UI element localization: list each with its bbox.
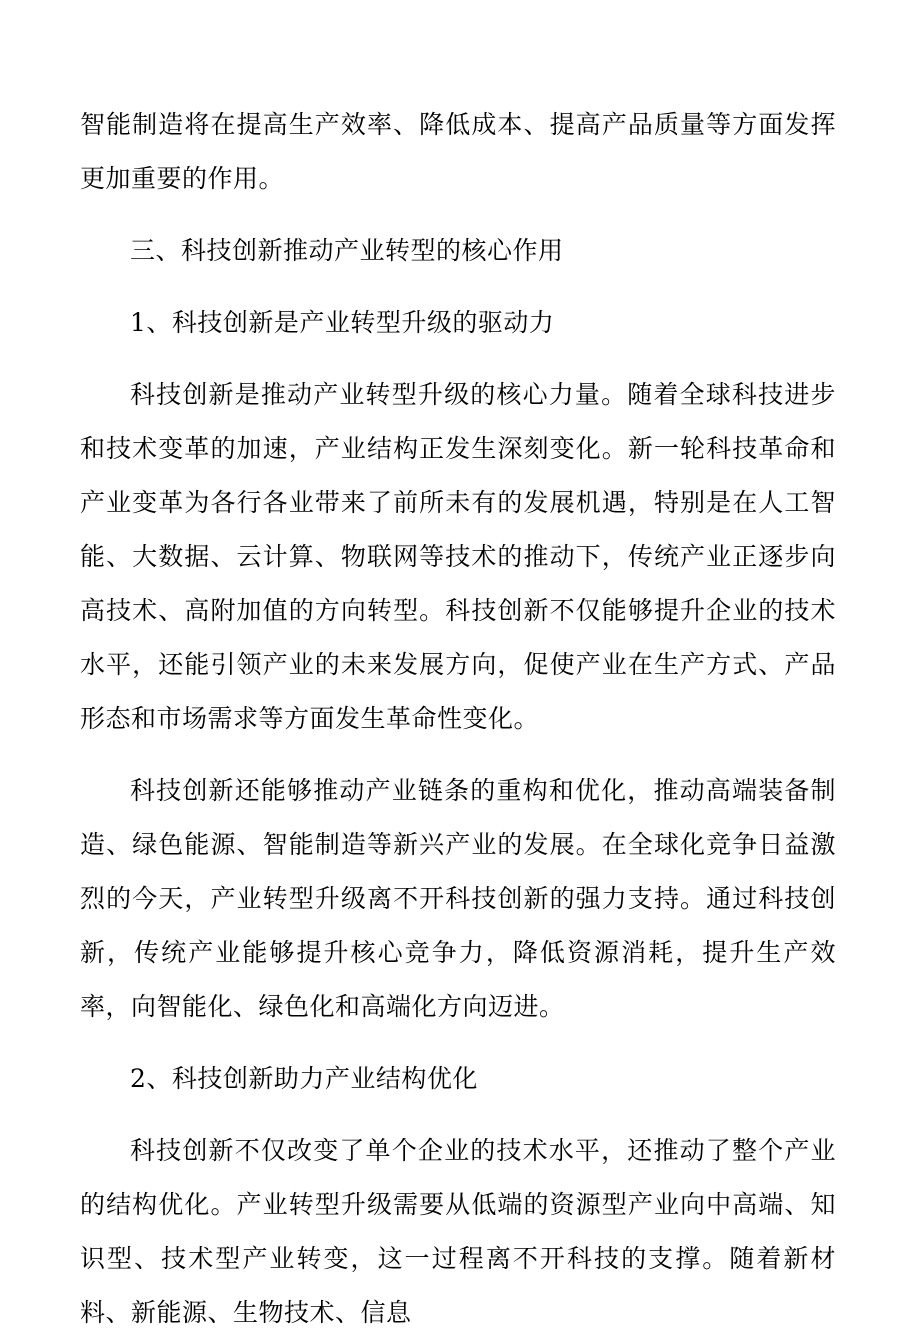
body-paragraph: 科技创新还能够推动产业链条的重构和优化，推动高端装备制造、绿色能源、智能制造等新兴产业的发展。在全球化竞争日益激烈的今天，产业转型升级离不开科技创新的强力支持。通过科技创新，传统产业能够提升核心竞争力，降低资源消耗，提升生产效率，向智能化、绿色化和高端化方向迈进。 (80, 776, 836, 1021)
section-heading: 三、科技创新推动产业转型的核心作用 (130, 236, 564, 265)
body-paragraph: 科技创新不仅改变了单个企业的技术水平，还推动了整个产业的结构优化。产业转型升级需要从低端的资源型产业向中高端、知识型、技术型产业转变，这一过程离不开科技的支撑。随着新材料、新能源、生物技术、信息 (80, 1136, 836, 1327)
subsection-heading: 1、科技创新是产业转型升级的驱动力 (130, 308, 555, 337)
subsection-heading: 2、科技创新助力产业结构优化 (130, 1064, 478, 1093)
body-paragraph: 科技创新是推动产业转型升级的核心力量。随着全球科技进步和技术变革的加速，产业结构正发生深刻变化。新一轮科技革命和产业变革为各行各业带来了前所未有的发展机遇，特别是在人工智能、大数据、云计算、物联网等技术的推动下，传统产业正逐步向高技术、高附加值的方向转型。科技创新不仅能够提升企业的技术水平，还能引领产业的未来发展方向，促使产业在生产方式、产品形态和市场需求等方面发生革命性变化。 (80, 380, 836, 733)
paragraph-continuation: 智能制造将在提高生产效率、降低成本、提高产品质量等方面发挥更加重要的作用。 (80, 110, 836, 193)
document-body (80, 98, 836, 1340)
